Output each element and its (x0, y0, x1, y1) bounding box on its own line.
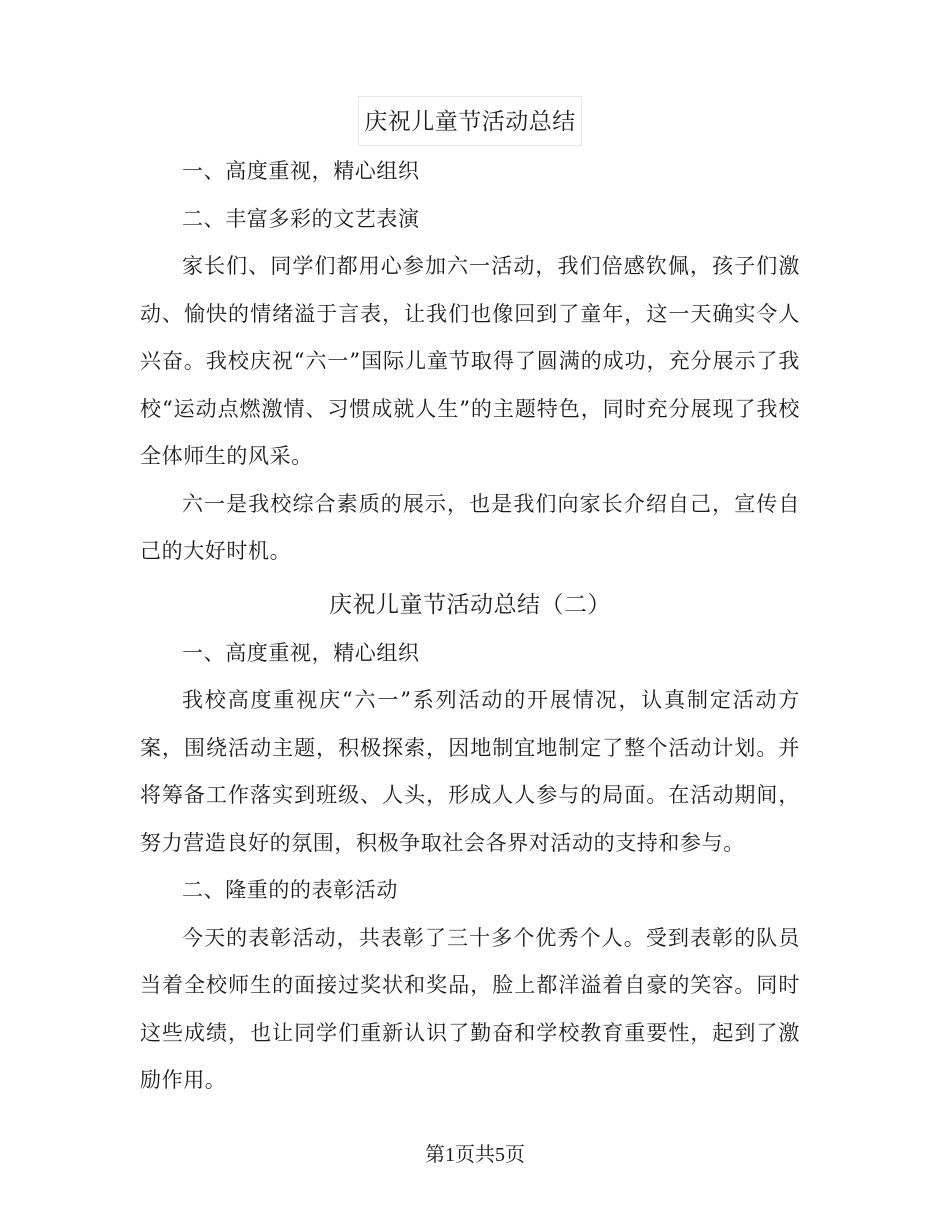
heading-organize: 一、高度重视，精心组织 (182, 640, 420, 665)
heading-organize: 一、高度重视，精心组织 (182, 159, 420, 183)
document-body (140, 96, 800, 1105)
section-title-2: 庆祝儿童节活动总结（二） (329, 591, 611, 618)
page-number: 第1页共5页 (425, 1144, 525, 1166)
paragraph: 家长们、同学们都用心参加六一活动，我们倍感钦佩，孩子们激动、愉快的情绪溢于言表，让我们也像回到了童年，这一天确实令人兴奋。我校庆祝“六一”国际儿童节取得了圆满的成功，充分展示了我校“运动点燃激情、习惯成就人生”的主题特色，同时充分展现了我校全体师生的风采。 (140, 254, 800, 468)
paragraph: 今天的表彰活动，共表彰了三十多个优秀个人。受到表彰的队员当着全校师生的面接过奖状和奖品，脸上都洋溢着自豪的笑容。同时这些成绩，也让同学们重新认识了勤奋和学校教育重要性，起到了激励作用。 (140, 925, 800, 1092)
heading-commendation: 二、隆重的的表彰活动 (182, 878, 398, 902)
paragraph: 我校高度重视庆“六一”系列活动的开展情况，认真制定活动方案，围绕活动主题，积极探索，因地制宜地制定了整个活动计划。并将筹备工作落实到班级、人头，形成人人参与的局面。在活动期间，努力营造良好的氛围，积极争取社会各界对活动的支持和参与。 (140, 688, 800, 855)
paragraph: 六一是我校综合素质的展示，也是我们向家长介绍自己，宣传自己的大好时机。 (140, 491, 800, 563)
section-2 (140, 630, 800, 1105)
document-title: 庆祝儿童节活动总结 (358, 96, 582, 146)
section-1 (140, 148, 800, 576)
heading-performance: 二、丰富多彩的文艺表演 (182, 206, 420, 231)
